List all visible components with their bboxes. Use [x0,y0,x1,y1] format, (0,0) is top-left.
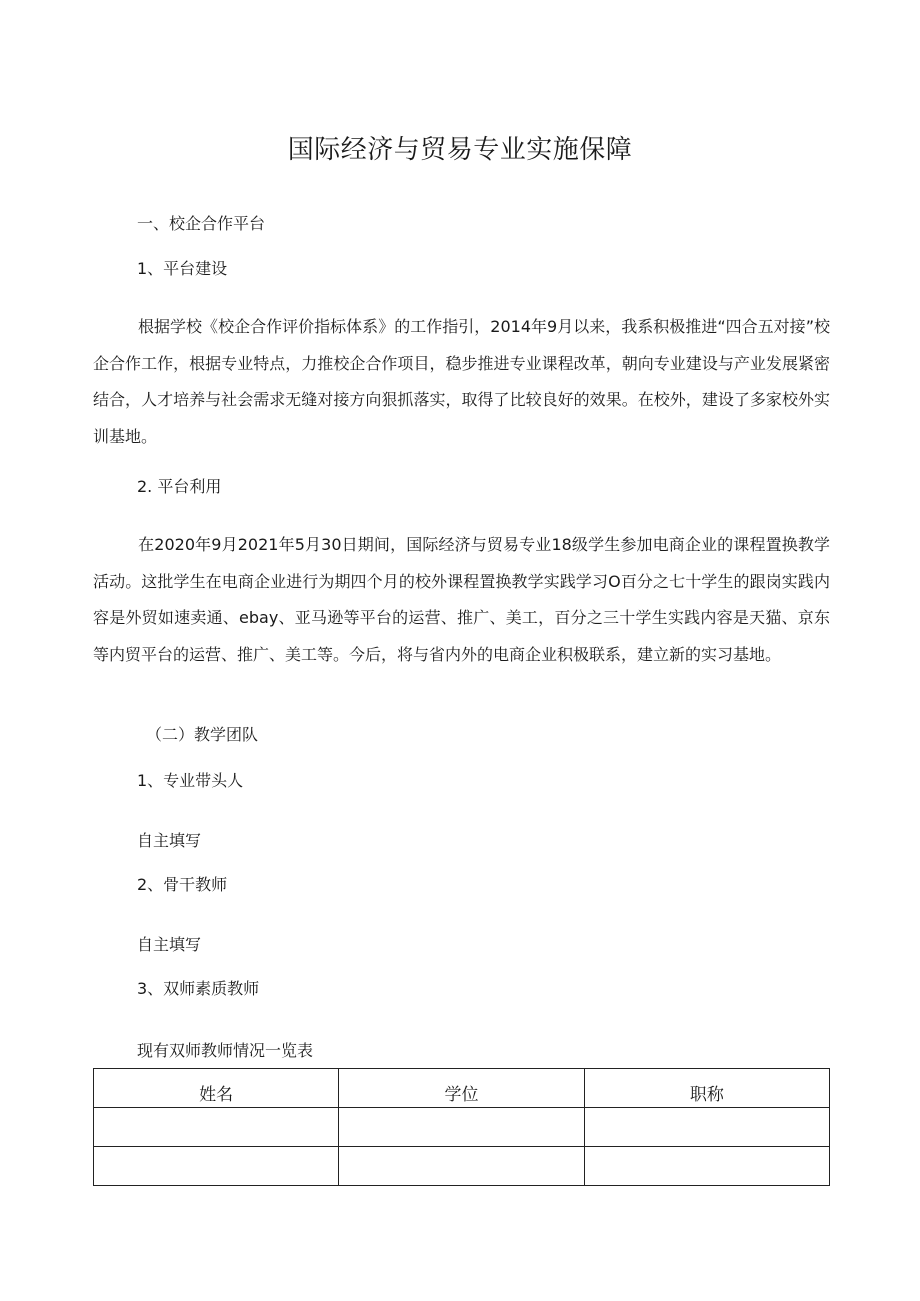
table-cell [94,1108,339,1147]
header-degree: 学位 [339,1069,584,1108]
table-row [94,1108,830,1147]
table-header-row [94,1069,830,1108]
table-cell [339,1108,584,1147]
subheading-dual-qualified-teachers: 3、双师素质教师 [137,979,260,998]
page-title: 国际经济与贸易专业实施保障 [287,135,633,166]
table-row [94,1147,830,1186]
text-program-leader: 自主填写 [137,831,202,850]
paragraph-platform-construction-text: 根据学校《校企合作评价指标体系》的工作指引，2014年9月以来，我系积极推进“四合五对接”校企合作工作，根据专业特点，力推校企合作项目，稳步推进专业课程改革，朝向专业建设与产业发展紧密结合，人才培养与社会需求无缝对接方向狠抓落实，取得了比较良好的效果。在校外，建设了多家校外实训基地。 [93,317,830,446]
paragraph-platform-use [93,527,830,673]
table-cell [584,1108,829,1147]
section-heading-partnership: 一、校企合作平台 [137,214,266,233]
table-cell [94,1147,339,1186]
paragraph-platform-use-text: 在2020年9月2021年5月30日期间，国际经济与贸易专业18级学生参加电商企业的课程置换教学活动。这批学生在电商企业进行为期四个月的校外课程置换教学实践学习O百分之七十学生的跟岗实践内容是外贸如速卖通、ebay、亚马逊等平台的运营、推广、美工，百分之三十学生实践内容是天猫、京东等内贸平台的运营、推广、美工等。今后，将与省内外的电商企业积极联系，建立新的实习基地。 [93,535,830,664]
subheading-program-leader: 1、专业带头人 [137,771,244,790]
paragraph-platform-construction [93,309,830,455]
table-caption: 现有双师教师情况一览表 [137,1041,314,1060]
dual-teacher-table [93,1068,830,1186]
subheading-core-teachers: 2、骨干教师 [137,875,228,894]
header-title: 职称 [584,1069,829,1108]
text-core-teachers: 自主填写 [137,935,202,954]
section-heading-teaching-team: （二）教学团队 [146,725,259,744]
subheading-platform-use: 2. 平台利用 [137,477,222,496]
subheading-platform-construction: 1、平台建设 [137,259,228,278]
table-cell [339,1147,584,1186]
header-name: 姓名 [94,1069,339,1108]
table-cell [584,1147,829,1186]
